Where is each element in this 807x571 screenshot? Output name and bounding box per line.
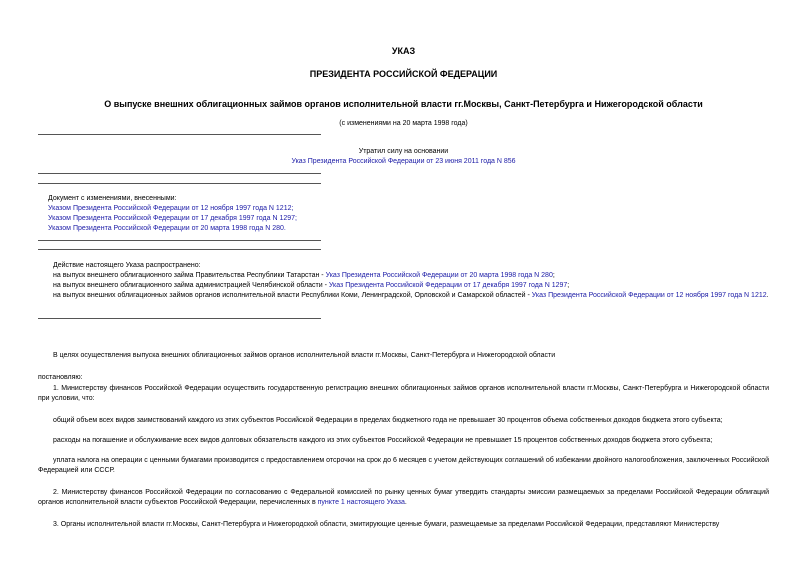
lost-force-label: Утратил силу на основании: [358, 148, 449, 155]
lost-force-link[interactable]: Указ Президента Российской Федерации от 23 июня 2011 года N 856: [291, 158, 516, 165]
extension-link-2[interactable]: Указ Президента Российской Федерации от 17 декабря 1997 года N 1297: [328, 282, 568, 289]
divider: [38, 249, 321, 250]
extension-block: [38, 261, 769, 301]
extension-item: на выпуск внешнего облигационного займа администрацией Челябинской области - Указ Президента Российской Федерации от 17 декабря 1997 года N 1297;: [53, 282, 570, 289]
extension-item: на выпуск внешних облигационных займов органов исполнительной власти Республики Коми, Ленинградской, Орловской и Самарской областей - Указ Президента Российской Федерации от 12 ноября 1997 года N 1212.: [53, 292, 769, 299]
paragraph-1b: расходы на погашение и обслуживание всех видов долговых обязательств каждого из этих субъектов Российской Федерации не превышает 15 процентов собственных доходов бюджета этого субъекта;: [53, 437, 713, 444]
decree-word: постановляю:: [38, 374, 83, 381]
extension-link-1[interactable]: Указ Президента Российской Федерации от 20 марта 1998 года N 280: [325, 272, 553, 279]
amendments-block: [38, 194, 779, 234]
lost-force-notice: [38, 147, 769, 167]
divider: [38, 318, 321, 319]
document-type-title: УКАЗ: [391, 46, 416, 56]
paragraph-2: 2. Министерству финансов Российской Федерации по согласованию с Федеральной комиссией по рынку ценных бумаг утвердить стандарты эмиссии размещаемых за пределами Российской Федерации облигаций органов исполнительной власти субъектов Российской Федерации, перечисленных в пункте 1 настоящего Указа.: [38, 489, 769, 506]
document-issuer-title: ПРЕЗИДЕНТА РОССИЙСКОЙ ФЕДЕРАЦИИ: [309, 69, 498, 79]
divider: [38, 183, 321, 184]
amendment-link-3[interactable]: Указом Президента Российской Федерации от 20 марта 1998 года N 280.: [48, 225, 286, 232]
divider: [38, 240, 321, 241]
changes-note: (с изменениями на 20 марта 1998 года): [339, 120, 468, 127]
paragraph-3: 3. Органы исполнительной власти гг.Москвы, Санкт-Петербурга и Нижегородской области, эмитирующие ценные бумаги, размещаемые за пределами Российской Федерации, представляют Министерству: [53, 521, 720, 528]
extension-item: на выпуск внешнего облигационного займа Правительства Республики Татарстан - Указ Президента Российской Федерации от 20 марта 1998 года N 280;: [53, 272, 555, 279]
divider: [38, 173, 321, 174]
paragraph-1a: общий объем всех видов заимствований каждого из этих субъектов Российской Федерации в пределах бюджетного года не превышает 30 процентов объема собственных доходов бюджета этого субъекта;: [53, 417, 723, 424]
amendments-heading: Документ с изменениями, внесенными:: [48, 195, 177, 202]
paragraph-1-link[interactable]: пункте 1 настоящего Указа: [317, 499, 405, 506]
extension-heading: Действие настоящего Указа распространено:: [53, 262, 201, 269]
document-subject-title: О выпуске внешних облигационных займов органов исполнительной власти гг.Москвы, Санкт-Петербурга и Нижегородской области: [104, 99, 703, 109]
paragraph-1c: уплата налога на операции с ценными бумагами производится с предоставлением отсрочки на срок до 6 месяцев с учетом действующих соглашений об избежании двойного налогообложения, заключенных Российской Федерацией или СССР.: [38, 457, 769, 474]
extension-link-3[interactable]: Указ Президента Российской Федерации от 12 ноября 1997 года N 1212: [531, 292, 767, 299]
amendment-link-1[interactable]: Указом Президента Российской Федерации от 12 ноября 1997 года N 1212;: [48, 205, 294, 212]
preamble-paragraph: В целях осуществления выпуска внешних облигационных займов органов исполнительной власти гг.Москвы, Санкт-Петербурга и Нижегородской области: [53, 352, 556, 359]
amendment-link-2[interactable]: Указом Президента Российской Федерации от 17 декабря 1997 года N 1297;: [48, 215, 297, 222]
divider: [38, 134, 321, 135]
paragraph-1: 1. Министерству финансов Российской Федерации осуществить государственную регистрацию внешних облигационных займов органов исполнительной власти гг.Москвы, Санкт-Петербурга и Нижегородской области при условии, что:: [38, 385, 769, 402]
